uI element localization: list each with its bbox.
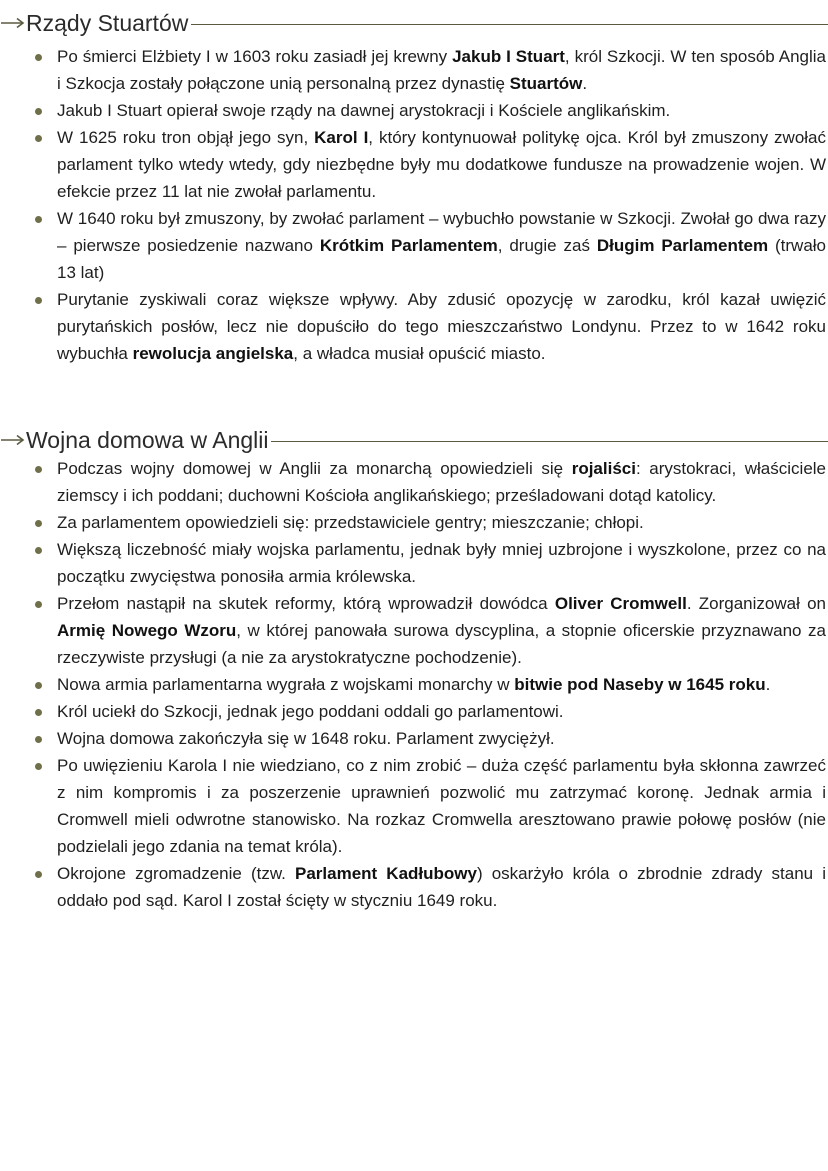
text-run: . [582,74,588,93]
list-item [0,590,828,671]
bold-term: Parlament Kadłubowy [295,864,477,883]
bold-term: Armię Nowego Wzoru [57,621,237,640]
list-item [0,752,828,860]
list-item [0,124,828,205]
section-divider [191,24,828,25]
text-run: W 1625 roku tron objął jego syn, [57,128,315,147]
bullet-dot-icon [35,736,42,743]
bullet-dot-icon [35,216,42,223]
bullet-dot-icon [35,520,42,527]
list-item [0,671,828,698]
text-run: Za parlamentem opowiedzieli się: przedstawiciele gentry; mieszczanie; chłopi. [57,513,644,532]
bold-term: rewolucja angielska [132,344,294,363]
bullet-dot-icon [35,763,42,770]
text-run: Purytanie zyskiwali coraz większe wpływy. Aby zdusić opozycję w zarodku, król kazał uwięzić purytańskich posłów, lecz nie dopuściło do tego mieszczaństwo Londynu. Przez to w 1642 roku wybuchła [57,290,826,363]
text-run: Po śmierci Elżbiety I w 1603 roku zasiadł jej krewny [57,47,453,66]
text-run: ) oskarżyło króla o zbrodnie zdrady stanu i oddało pod sąd. Karol I został ścięty w styczniu 1649 roku. [57,864,826,910]
text-run: Okrojone zgromadzenie (tzw. [57,864,295,883]
text-run: , który kontynuował politykę ojca. Król był zmuszony zwołać parlament tylko wtedy wtedy, gdy niezbędne były mu dodatkowe fundusze na prowadzenie wojen. W efekcie przez 11 lat nie zwołał parlamentu. [57,128,827,201]
bullet-dot-icon [35,108,42,115]
bold-term: Krótkim Parlamentem [319,236,498,255]
text-run: , w której panowała surowa dyscyplina, a stopnie oficerskie przyznawano za rzeczywiste przysługi (a nie za arystokratyczne pochodzenie). [57,621,826,667]
text-run: Jakub I Stuart opierał swoje rządy na dawnej arystokracji i Kościele anglikańskim. [57,101,671,120]
list-item [0,509,828,536]
bold-term: bitwie pod Naseby w 1645 roku [514,675,766,694]
section-divider [271,441,828,442]
bold-term: Jakub I Stuart [452,47,565,66]
list-item [0,286,828,367]
list-item [0,725,828,752]
list-item [0,97,828,124]
bullet-dot-icon [35,601,42,608]
bullet-dot-icon [35,682,42,689]
bold-term: rojaliści [571,459,636,478]
bullet-dot-icon [35,135,42,142]
text-run: Po uwięzieniu Karola I nie wiedziano, co z nim zrobić – duża część parlamentu była skłonna zawrzeć z nim kompromis i za poszerzenie uprawnień pozwolić mu zatrzymać koronę. Jednak armia i Cromwell mieli odwrotne stanowisko. Na rozkaz Cromwella aresztowano prawie połowę posłów (nie podzielali jego zdania na temat króla). [57,756,826,856]
bullet-dot-icon [35,54,42,61]
text-run: : arystokraci, właściciele ziemscy i ich poddani; duchowni Kościoła anglikańskiego; prześladowani dotąd katolicy. [57,459,827,505]
bold-term: Stuartów [509,74,583,93]
text-run: , a władca musiał opuścić miasto. [293,344,546,363]
bold-term: Oliver Cromwell [554,594,687,613]
text-run: Nowa armia parlamentarna wygrała z wojskami monarchy w [57,675,515,694]
bold-term: Długim Parlamentem [596,236,769,255]
section-header [0,425,828,455]
text-run: , król Szkocji. W ten sposób Anglia i Szkocja zostały połączone unią personalną przez dynastię [57,47,826,93]
bullet-dot-icon [35,466,42,473]
bullet-dot-icon [35,297,42,304]
text-run: (trwało 13 lat) [57,236,827,282]
bullet-list [0,455,828,914]
list-item [0,860,828,914]
list-item [0,205,828,286]
text-run: . Zorganizował on [686,594,827,613]
bullet-dot-icon [35,709,42,716]
text-run: Wojna domowa zakończyła się w 1648 roku. Parlament zwyciężył. [57,729,555,748]
bullet-list [0,43,828,367]
arrow-right-icon [0,15,26,31]
section-title: Wojna domowa w Anglii [26,427,269,453]
text-run: W 1640 roku był zmuszony, by zwołać parlament – wybuchło powstanie w Szkocji. Zwołał go dwa razy – pierwsze posiedzenie nazwano [57,209,826,255]
bold-term: Karol I [314,128,369,147]
list-item [0,698,828,725]
section-header [0,8,828,38]
text-run: , drugie zaś [497,236,597,255]
arrow-right-icon [0,432,26,448]
text-run: . [765,675,771,694]
list-item [0,536,828,590]
text-run: Przełom nastąpił na skutek reformy, którą wprowadził dowódca [57,594,555,613]
bullet-dot-icon [35,871,42,878]
section-title: Rządy Stuartów [26,10,189,36]
list-item [0,43,828,97]
text-run: Król uciekł do Szkocji, jednak jego poddani oddali go parlamentowi. [57,702,564,721]
text-run: Podczas wojny domowej w Anglii za monarchą opowiedzieli się [57,459,572,478]
text-run: Większą liczebność miały wojska parlamentu, jednak były mniej uzbrojone i wyszkolone, przez co na początku zwycięstwa ponosiła armia królewska. [57,540,826,586]
bullet-dot-icon [35,547,42,554]
list-item [0,455,828,509]
